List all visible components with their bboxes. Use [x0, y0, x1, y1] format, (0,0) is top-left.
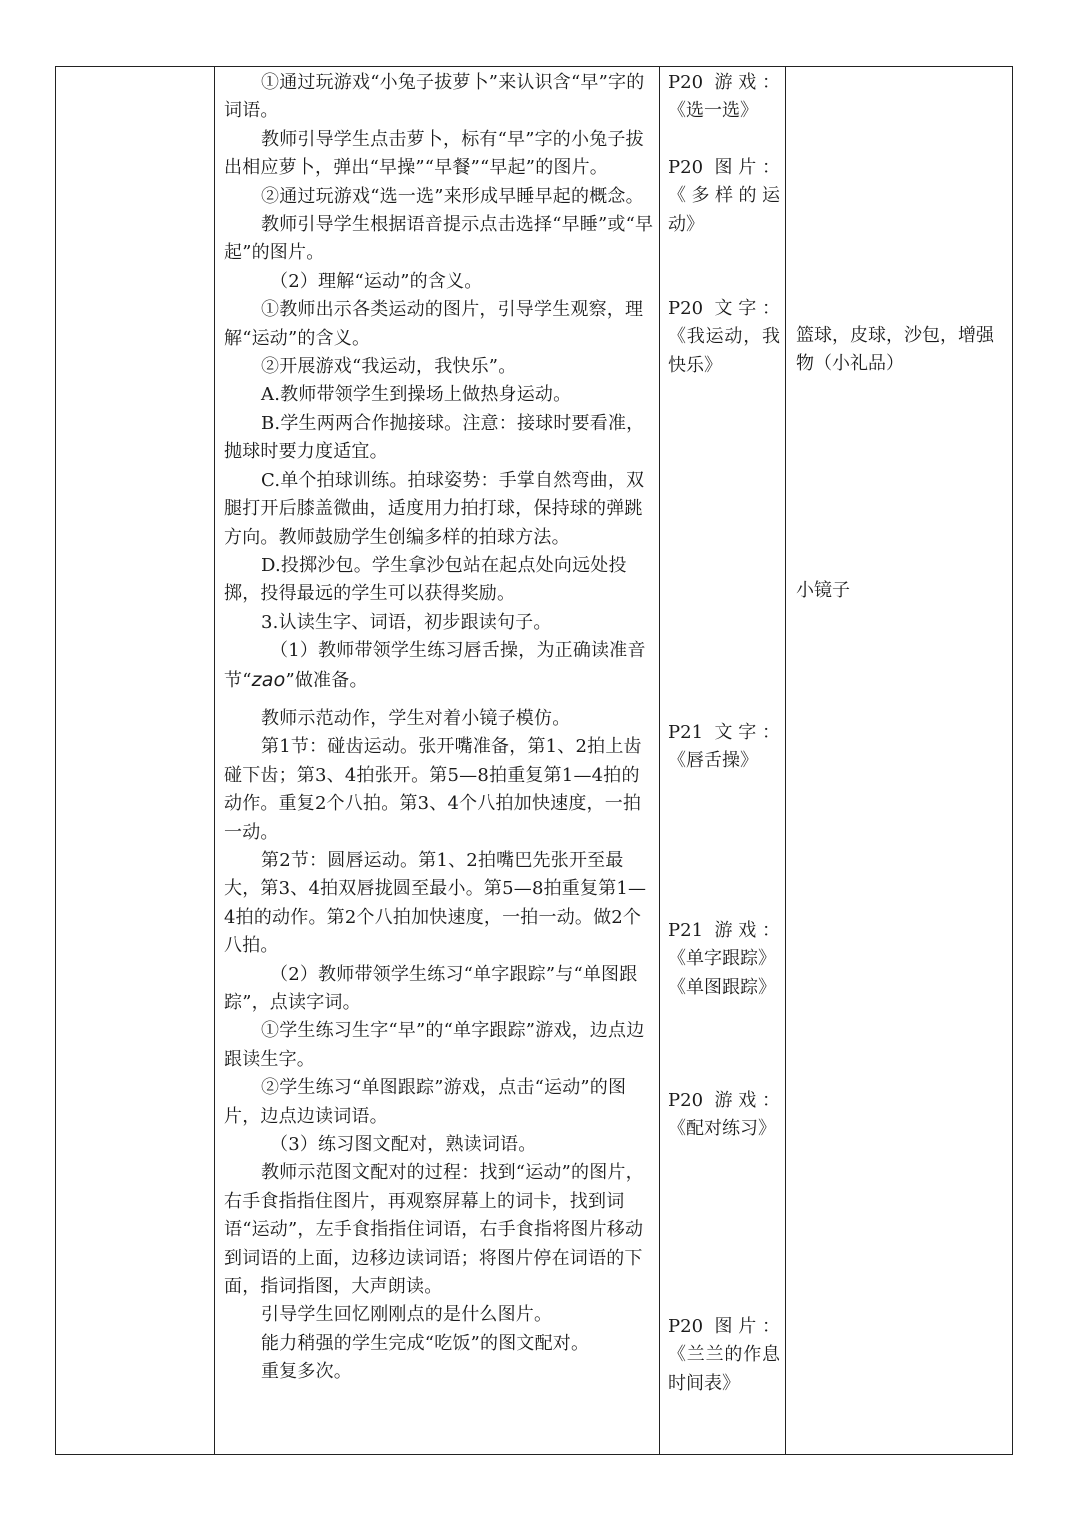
material-item: 篮球，皮球，沙包，增强物（小礼品）	[796, 325, 994, 375]
process-line: 教师示范图文配对的过程：找到“运动”的图片，右手食指指住图片，再观察屏幕上的词卡，找到词语“运动”，左手食指指住词语，右手食指将图片移动到词语的上面，边移边读词语；将图片停在词语的下面，指词指图，大声朗读。	[224, 1162, 644, 1298]
resource-head: P21 文字：	[668, 722, 780, 743]
process-line: 引导学生回忆刚刚点的是什么图片。	[261, 1304, 553, 1326]
resource-title: 《配对练习》	[668, 1118, 776, 1140]
process-line: 第2节：圆唇运动。第1、2拍嘴巴先张开至最大，第3、4拍双唇拢圆至最小。第5—8拍重复第1—4拍的动作。第2个八拍加快速度，一拍一动。做2个八拍。	[224, 849, 647, 957]
process-line: ①学生练习生字“早”的“单字跟踪”游戏，边点边跟读生字。	[224, 1020, 645, 1070]
process-line: B.学生两两合作抛接球。注意：接球时要看准，抛球时要力度适宜。	[224, 412, 645, 463]
material-item: 小镜子	[796, 580, 850, 601]
process-line: 教师引导学生点击萝卜，标有“早”字的小兔子拔出相应萝卜，弹出“早操”“早餐”“早起”的图片。	[224, 128, 644, 179]
pinyin-zao: zao	[251, 668, 286, 691]
resource-item	[668, 1087, 780, 1144]
resource-item	[668, 1313, 780, 1398]
process-line: C.单个拍球训练。拍球姿势：手掌自然弯曲，双腿打开后膝盖微曲，适度用力拍打球，保持球的弹跳方向。教师鼓励学生创编多样的拍球方法。	[224, 469, 645, 548]
process-line: 第1节：碰齿运动。张开嘴准备，第1、2拍上齿碰下齿；第3、4拍张开。第5—8拍重复第1—4拍的动作。重复2个八拍。第3、4个八拍加快速度，一拍一动。	[224, 736, 642, 843]
process-line: A.教师带领学生到操场上做热身运动。	[261, 384, 572, 406]
process-line: ②开展游戏“我运动，我快乐”。	[261, 356, 517, 378]
resource-title: 《选一选》	[668, 100, 758, 122]
resource-item	[668, 295, 780, 380]
resource-title: 《兰兰的作息时间表》	[668, 1344, 780, 1394]
process-line: 重复多次。	[261, 1361, 352, 1383]
resource-item	[668, 719, 780, 776]
process-line: （2）理解“运动”的含义。	[270, 270, 483, 292]
resource-title: 《唇舌操》	[668, 750, 758, 772]
syllable-text-after: 做准备。	[294, 669, 368, 691]
lesson-plan-table	[55, 66, 1013, 1455]
empty-first-column	[56, 67, 214, 1454]
process-line: 3.认读生字、词语，初步跟读句子。	[261, 611, 552, 633]
process-line-syllable: （1）教师带领学生练习唇舌操，为正确读准音节“zao”做准备。	[224, 640, 646, 691]
process-line: 教师示范动作，学生对着小镜子模仿。	[261, 707, 571, 729]
resource-head: P20 游戏：	[668, 72, 780, 93]
resource-head: P20 图片：	[668, 157, 780, 178]
resource-head: P20 文字：	[668, 298, 780, 319]
teaching-process-text	[224, 69, 654, 1387]
column-divider	[214, 67, 215, 1454]
process-line: ②通过玩游戏“选一选”来形成早睡早起的概念。	[261, 185, 644, 207]
resource-title: 《单字跟踪》《单图跟踪》	[668, 948, 776, 998]
resource-head: P20 游戏：	[668, 1090, 780, 1111]
column-divider	[785, 67, 786, 1454]
process-line: 教师引导学生根据语音提示点击选择“早睡”或“早起”的图片。	[224, 214, 654, 264]
column-divider	[659, 67, 660, 1454]
process-line: D.投掷沙包。学生拿沙包站在起点处向远处投掷，投得最远的学生可以获得奖励。	[224, 554, 627, 605]
resource-item	[668, 69, 780, 126]
resource-title: 《我运动，我快乐》	[668, 326, 780, 376]
resource-title: 《多样的运动》	[668, 185, 780, 235]
process-line: ①教师出示各类运动的图片，引导学生观察，理解“运动”的含义。	[224, 299, 644, 349]
process-line: （2）教师带领学生练习“单字跟踪”与“单图跟踪”，点读字词。	[224, 963, 638, 1013]
resource-head: P20 图片：	[668, 1316, 780, 1337]
resource-head: P21 游戏：	[668, 920, 780, 941]
resource-item	[668, 154, 780, 239]
process-line: 能力稍强的学生完成“吃饭”的图文配对。	[261, 1332, 590, 1354]
resource-item	[668, 917, 780, 1002]
process-line: ①通过玩游戏“小兔子拔萝卜”来认识含“早”字的词语。	[224, 72, 645, 122]
process-line: （3）练习图文配对，熟读词语。	[270, 1134, 537, 1156]
process-line: ②学生练习“单图跟踪”游戏，点击“运动”的图片，边点边读词语。	[224, 1077, 627, 1127]
syllable-text-before: （1）教师带领学生练习唇舌操，为正确读准音节	[224, 640, 646, 691]
